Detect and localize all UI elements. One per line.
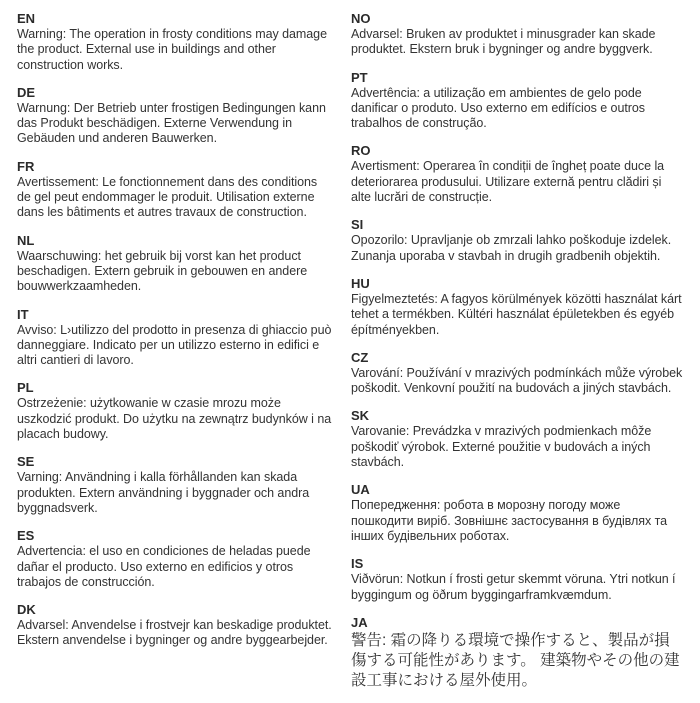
warning-text-cz: Varování: Používání v mrazivých podmínkách může výrobek poškodit. Venkovní použití na budovách a jiných stavbách.	[351, 365, 683, 396]
warning-text-es: Advertencia: el uso en condiciones de heladas puede dañar el producto. Uso externo en edificios y otros trabajos de construcción.	[17, 544, 311, 589]
warning-text-de: Warnung: Der Betrieb unter frostigen Bedingungen kann das Produkt beschädigen. Externe Verwendung in Gebäuden und anderen Bauwerken.	[17, 100, 326, 146]
lang-section-sk	[351, 408, 683, 470]
warning-text-en: Warning: The operation in frosty conditions may damage the product. External use in buildings and other construction works.	[17, 27, 327, 72]
lang-code-de: DE	[17, 84, 36, 100]
warning-text-hu: Figyelmeztetés: A fagyos körülmények közötti használat kárt tehet a termékben. Kültéri használat épületekben és egyéb építményekben.	[351, 291, 682, 337]
warning-text-is: Viðvörun: Notkun í frosti getur skemmt vöruna. Ytri notkun í byggingum og öðrum byggingarframkvæmdum.	[351, 572, 676, 602]
lang-code-es: ES	[17, 528, 35, 544]
lang-section-is	[351, 556, 683, 603]
lang-section-es	[17, 528, 333, 590]
lang-code-pt: PT	[351, 69, 368, 85]
warning-text-dk: Advarsel: Anvendelse i frostvejr kan beskadige produktet. Ekstern anvendelse i bygninger og andre byggearbejder.	[17, 618, 332, 648]
lang-section-dk	[17, 602, 333, 649]
lang-section-pl	[17, 380, 333, 442]
warning-text-si: Opozorilo: Upravljanje ob zmrzali lahko poškoduje izdelek. Zunanja uporaba v stavbah in drugih gradbenih objektih.	[351, 233, 672, 263]
warning-text-pt: Advertência: a utilização em ambientes de gelo pode danificar o produto. Uso externo em edifícios e outros trabalhos de construção.	[351, 85, 645, 131]
lang-code-en: EN	[17, 11, 36, 26]
lang-section-en	[17, 11, 333, 73]
lang-code-nl: NL	[17, 232, 35, 248]
lang-section-ua	[351, 482, 683, 544]
lang-section-cz	[351, 350, 683, 397]
lang-code-ro: RO	[351, 143, 371, 159]
warning-text-it: Avviso: L›utilizzo del prodotto in presenza di ghiaccio può danneggiare. Indicato per un utilizzo esterno in edifici e altri cantieri di lavoro.	[17, 322, 332, 368]
lang-code-se: SE	[17, 454, 35, 470]
warning-text-se: Varning: Användning i kalla förhållanden kan skada produkten. Extern användning i byggnader och andra byggnadsverk.	[17, 470, 310, 515]
lang-code-it: IT	[17, 306, 29, 322]
lang-section-hu	[351, 276, 683, 338]
lang-code-no: NO	[351, 11, 371, 26]
warning-text-ua: Попередження: робота в морозну погоду може пошкодити виріб. Зовнішнє застосування в будівлях та інших будівельних роботах.	[351, 498, 668, 543]
lang-code-sk: SK	[351, 408, 370, 424]
lang-section-ro	[351, 143, 683, 205]
warning-text-ja: 警告: 霜の降りる環境で操作すると、製品が損傷する可能性があります。 建築物やその他の建設工事における屋外使用。	[351, 631, 680, 689]
warning-text-no: Advarsel: Bruken av produktet i minusgrader kan skade produktet. Ekstern bruk i bygninger og andre byggverk.	[351, 27, 656, 57]
left-column	[17, 11, 333, 703]
warning-text-sk: Varovanie: Prevádzka v mrazivých podmienkach môže poškodiť výrobok. Externé použitie v budovách a iných stavbách.	[351, 424, 652, 470]
lang-section-se	[17, 454, 333, 516]
lang-code-si: SI	[351, 217, 364, 233]
lang-section-no	[351, 11, 683, 58]
lang-code-dk: DK	[17, 602, 36, 618]
right-column	[351, 11, 683, 703]
lang-section-de	[17, 85, 333, 147]
lang-code-ua: UA	[351, 482, 370, 498]
lang-code-cz: CZ	[351, 349, 369, 365]
lang-code-is: IS	[351, 556, 364, 572]
warning-text-pl: Ostrzeżenie: użytkowanie w czasie mrozu może uszkodzić produkt. Do użytku na zewnątrz budynków i na placach budowy.	[17, 396, 332, 442]
lang-code-pl: PL	[17, 380, 34, 396]
lang-code-hu: HU	[351, 275, 370, 291]
lang-section-fr	[17, 159, 333, 221]
warning-text-ro: Avertisment: Operarea în condiții de îngheț poate duce la deteriorarea produsului. Utilizare externă pentru clădiri și alte lucrări de construcție.	[351, 159, 665, 205]
warning-text-fr: Avertissement: Le fonctionnement dans des conditions de gel peut endommager le produit. Utilisation externe dans les bâtiments et autres travaux de construction.	[17, 174, 318, 220]
lang-section-pt	[351, 70, 683, 132]
lang-section-si	[351, 217, 683, 264]
warning-text-nl: Waarschuwing: het gebruik bij vorst kan het product beschadigen. Extern gebruik in gebouwen en andere bouwwerkzaamheden.	[17, 248, 308, 294]
lang-section-ja	[351, 615, 683, 691]
lang-section-it	[17, 307, 333, 369]
lang-code-ja: JA	[351, 614, 368, 630]
lang-code-fr: FR	[17, 158, 35, 174]
lang-section-nl	[17, 233, 333, 295]
